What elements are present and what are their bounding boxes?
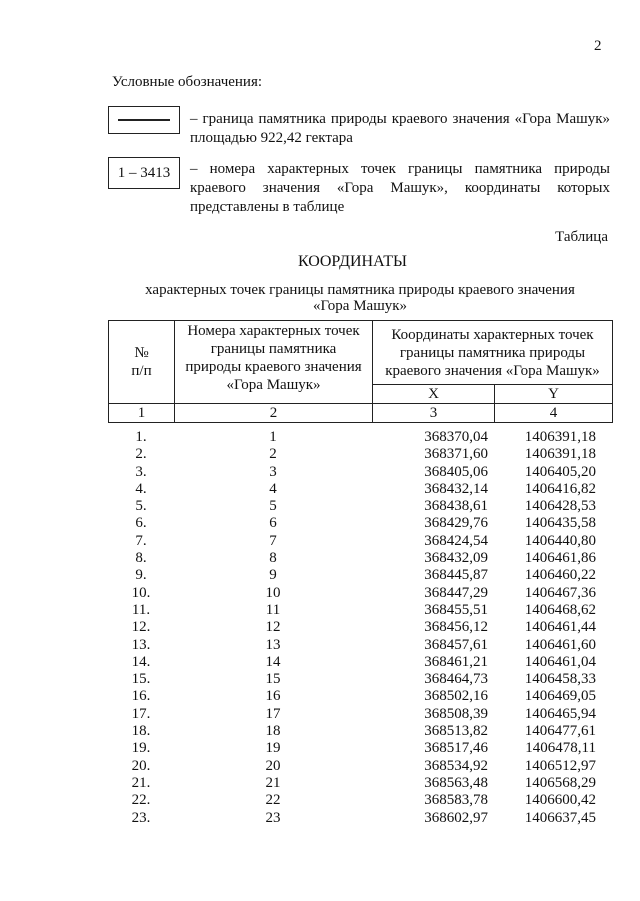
coordinate-x: 368461,21	[424, 653, 488, 670]
table-row	[108, 792, 612, 809]
row-index: 2.	[135, 446, 147, 463]
point-number: 9	[269, 567, 277, 584]
row-index: 23.	[131, 809, 151, 826]
coordinate-y: 1406477,61	[524, 723, 596, 740]
table-row	[108, 637, 612, 654]
point-number: 14	[265, 653, 281, 670]
point-number: 22	[265, 792, 281, 809]
coordinate-y: 1406391,18	[524, 429, 596, 445]
row-index: 6.	[135, 515, 147, 532]
document-title: КООРДИНАТЫ	[298, 253, 407, 270]
point-number: 12	[265, 619, 281, 636]
coordinate-y: 1406391,18	[524, 446, 596, 463]
coordinate-x: 368447,29	[424, 584, 488, 601]
legend-points-description: – номера характерных точек границы памятника природы краевого значения «Гора Машук», координаты которых представлены в таблице	[190, 161, 610, 215]
coordinate-x: 368602,97	[424, 809, 488, 826]
row-index: 19.	[131, 740, 151, 757]
coordinate-x: 368513,82	[424, 723, 488, 740]
point-number: 17	[265, 705, 281, 722]
point-number: 3	[269, 463, 277, 480]
row-index: 22.	[131, 792, 151, 809]
coordinate-x: 368563,48	[424, 774, 488, 791]
coordinate-x: 368432,14	[424, 480, 488, 497]
point-number: 8	[269, 550, 277, 567]
row-index: 3.	[135, 463, 147, 480]
row-index: 7.	[135, 532, 147, 549]
row-index: 21.	[131, 774, 151, 791]
coordinate-y: 1406467,36	[524, 584, 596, 601]
point-number: 13	[265, 636, 281, 653]
coordinates-table-body	[108, 429, 612, 827]
row-index: 20.	[131, 757, 151, 774]
point-number: 2	[269, 446, 277, 463]
document-subtitle: характерных точек границы памятника природы краевого значения «Гора Машук»	[145, 282, 575, 314]
header-x: X	[373, 385, 495, 404]
coordinate-x: 368508,39	[424, 705, 488, 722]
coordinate-y: 1406458,33	[524, 671, 596, 688]
column-number-2: 2	[175, 404, 373, 423]
column-number-1: 1	[109, 404, 175, 423]
row-index: 5.	[135, 498, 147, 515]
coordinate-x: 368429,76	[424, 515, 488, 532]
coordinate-y: 1406465,94	[524, 705, 596, 722]
header-point-number: Номера характерных точек границы памятника природы краевого значения «Гора Машук»	[175, 321, 373, 404]
coordinate-y: 1406637,45	[524, 809, 596, 826]
header-y: Y	[495, 385, 613, 404]
coordinate-y: 1406468,62	[524, 601, 596, 618]
row-index: 15.	[131, 671, 151, 688]
point-number: 19	[265, 740, 281, 757]
coordinate-x: 368534,92	[424, 757, 488, 774]
table-row	[108, 515, 612, 532]
coordinate-x: 368424,54	[424, 532, 488, 549]
row-index: 16.	[131, 688, 151, 705]
column-number-4: 4	[495, 404, 613, 423]
coordinate-x: 368432,09	[424, 550, 488, 567]
row-index: 10.	[131, 584, 151, 601]
coordinate-x: 368370,04	[424, 429, 488, 445]
row-index: 18.	[131, 723, 151, 740]
row-index: 17.	[131, 705, 151, 722]
table-row	[108, 740, 612, 757]
table-row	[108, 758, 612, 775]
coordinate-y: 1406600,42	[524, 792, 596, 809]
point-number: 6	[269, 515, 277, 532]
row-index: 1.	[135, 429, 147, 445]
table-row	[108, 464, 612, 481]
boundary-line-symbol	[108, 106, 180, 134]
coordinate-y: 1406461,60	[524, 636, 596, 653]
coordinate-y: 1406469,05	[524, 688, 596, 705]
point-number: 16	[265, 688, 281, 705]
coordinate-x: 368455,51	[424, 601, 488, 618]
row-index: 9.	[135, 567, 147, 584]
table-row	[108, 446, 612, 463]
page-number: 2	[594, 38, 602, 54]
point-number: 21	[265, 774, 281, 791]
header-number: № п/п	[109, 321, 175, 404]
coordinate-y: 1406416,82	[524, 480, 596, 497]
table-row	[108, 775, 612, 792]
column-number-3: 3	[373, 404, 495, 423]
coordinate-y: 1406461,86	[524, 550, 596, 567]
coordinate-y: 1406478,11	[525, 740, 596, 757]
coordinate-y: 1406428,53	[524, 498, 596, 515]
point-number: 4	[269, 480, 277, 497]
coordinate-x: 368457,61	[424, 636, 488, 653]
table-row	[108, 810, 612, 827]
table-row	[108, 619, 612, 636]
point-number-symbol: 1 – 3413	[108, 157, 180, 189]
table-row	[108, 481, 612, 498]
row-index: 8.	[135, 550, 147, 567]
row-index: 11.	[131, 601, 151, 618]
row-index: 12.	[131, 619, 151, 636]
table-row	[108, 533, 612, 550]
coordinate-x: 368502,16	[424, 688, 488, 705]
table-caption: Таблица	[555, 229, 608, 245]
table-row	[108, 706, 612, 723]
point-number: 5	[269, 498, 277, 515]
coordinate-y: 1406512,97	[524, 757, 596, 774]
table-row	[108, 688, 612, 705]
coordinate-x: 368405,06	[424, 463, 488, 480]
table-row	[108, 585, 612, 602]
table-row	[108, 429, 612, 446]
point-number: 10	[265, 584, 281, 601]
coordinate-y: 1406461,04	[524, 653, 596, 670]
table-row	[108, 550, 612, 567]
row-index: 4.	[135, 480, 147, 497]
point-number: 11	[265, 601, 281, 618]
header-coordinates: Координаты характерных точек границы памятника природы краевого значения «Гора Машук»	[373, 321, 613, 385]
legend-title: Условные обозначения:	[112, 74, 263, 90]
point-number: 1	[269, 429, 277, 445]
point-number: 15	[265, 671, 281, 688]
coordinate-y: 1406440,80	[524, 532, 596, 549]
coordinate-x: 368517,46	[424, 740, 488, 757]
table-row	[108, 654, 612, 671]
row-index: 13.	[131, 636, 151, 653]
coordinate-y: 1406568,29	[524, 774, 596, 791]
point-number: 18	[265, 723, 281, 740]
coordinate-x: 368371,60	[424, 446, 488, 463]
table-row	[108, 723, 612, 740]
coordinate-x: 368456,12	[424, 619, 488, 636]
coordinate-y: 1406461,44	[524, 619, 596, 636]
coordinate-x: 368438,61	[424, 498, 488, 515]
coordinate-x: 368583,78	[424, 792, 488, 809]
point-number: 7	[269, 532, 277, 549]
coordinates-table-header	[108, 320, 613, 423]
coordinate-y: 1406460,22	[524, 567, 596, 584]
row-index: 14.	[131, 653, 151, 670]
coordinate-y: 1406405,20	[524, 463, 596, 480]
point-number: 20	[265, 757, 281, 774]
coordinate-y: 1406435,58	[524, 515, 596, 532]
legend-boundary-description: – граница памятника природы краевого значения «Гора Машук» площадью 922,42 гектара	[190, 111, 610, 146]
table-row	[108, 671, 612, 688]
point-number: 23	[265, 809, 281, 826]
table-row	[108, 567, 612, 584]
boundary-line-icon	[118, 119, 170, 121]
table-row	[108, 498, 612, 515]
coordinate-x: 368445,87	[424, 567, 488, 584]
table-row	[108, 602, 612, 619]
coordinate-x: 368464,73	[424, 671, 488, 688]
